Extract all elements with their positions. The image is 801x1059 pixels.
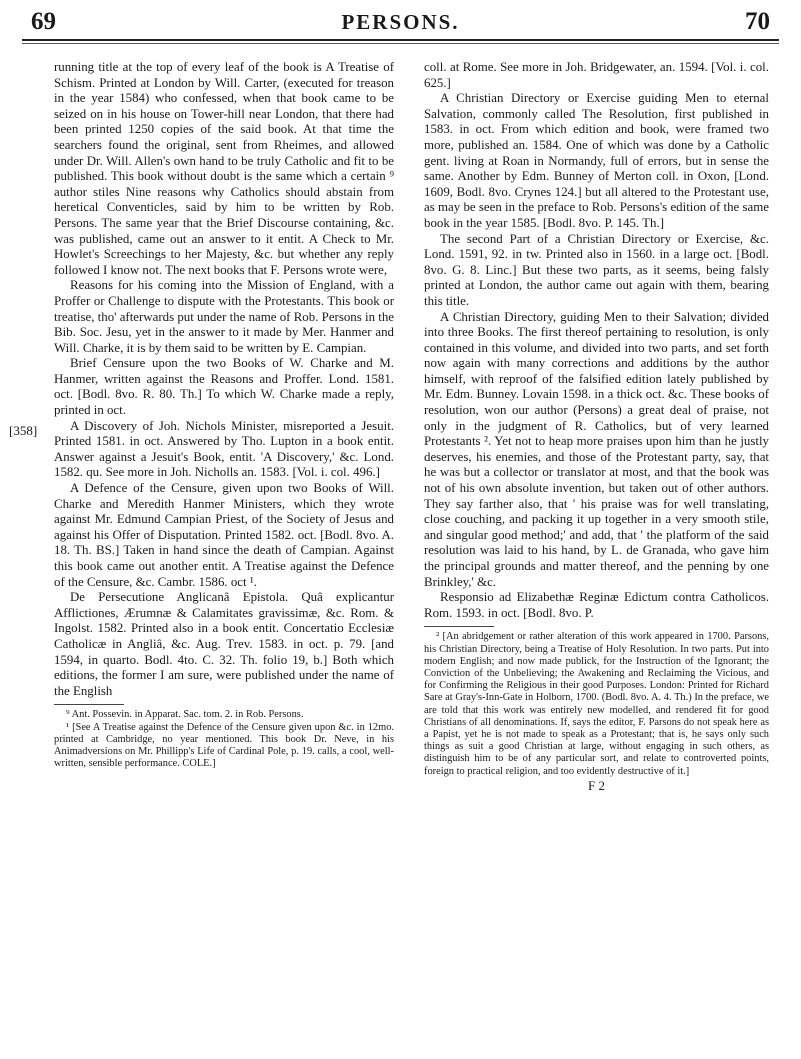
running-title: PERSONS.	[341, 10, 460, 34]
paragraph: The second Part of a Christian Directory or Exercise, &c. Lond. 1591, 92. in tw. Printed also in 1560. in a large oct. [Bodl. 8vo. G. 8. Linc.] But these two parts, as it seems, being falsly printed at London, the author came out again with them, bearing this title.	[424, 231, 769, 308]
footnote: ⁹ Ant. Possevin. in Apparat. Sac. tom. 2. in Rob. Persons.	[66, 709, 304, 721]
header-rule-thin	[22, 43, 779, 44]
right-column	[424, 60, 769, 793]
paragraph: Brief Censure upon the two Books of W. Charke and M. Hanmer, written against the Reasons and Proffer. Lond. 1581. oct. [Bodl. 8vo. R. 80. Th.] To which W. Charke made a reply, printed in oct.	[54, 356, 394, 418]
paragraph: running title at the top of every leaf of the book is A Treatise of Schism. Printed at London by Will. Carter, (executed for treason in the year 1584) who confessed, when that book came to be seized on in his house on Tower-hill near London, that there had been printed 1250 copies of the said book. At that time the searchers found the original, sent from Rheimes, and allowed under Dr. Will. Allen's own hand to be truly Catholic and fit to be published. This book without doubt is the same which a certain ⁹ author stiles Nine reasons why Catholics should abstain from heretical Conventicles, said by him to be written by Rob. Persons. The same year that the Brief Discourse containing, &c. was published, came out an answer to it entit. A Check to Mr. Howlet's Screechings to her Majesty, &c. but whether any reply followed I know not. The next books that F. Persons wrote were,	[54, 60, 394, 277]
paragraph: A Christian Directory, guiding Men to their Salvation; divided into three Books. The first thereof pertaining to resolution, is only contained in this volume, and divided into two parts, and set forth now again with many corrections and additions by the author himself, with reproof of the falsified edition lately published by Mr. Edm. Bunney. Lovain 1598. in a thick oct. &c. These books of resolution, won our author (Persons) a great deal of praise, not only in the judgment of R. Catholics, but of very learned Protestants ². Yet not to heap more praises upon him than he justly deserves, his enemies, and those of the Protestant party, say, that he was but a collector or translator at most, and that the book was not of his own absolute invention, but taken out of other authors. They say farther also, that ' his praise was for well translating, close couching, and packing it up together in a very smooth stile, and singular good method;' and add, that ' the platform of the said resolution was laid to his hand, by L. de Granada, who gave him the principal grounds and matter thereof, and the penning by one Brinkley,' &c.	[424, 309, 769, 589]
signature-mark: F 2	[588, 777, 605, 793]
footnote: ² [An abridgement or rather alteration of this work appeared in 1700. Parsons, his Christian Directory, being a Treatise of Holy Resolution. In two parts. Put into modern English; and now made publick, for the Instruction of the Ignorant; the Conviction of the Unbelieving; the Awakening and Reclaiming the Vicious, and for Confirming the Religious in their good Purposes. London: Printed for Richard Sare at Gray's-Inn-Gate in Holborn, 1700. (Bodl. 8vo. A. 4. Th.) In the preface, we are told that this work was entirely new modelled, and rendered fit for good Christians of all denominations. If, says the editor, F. Parsons do not speak here as a Papist, yet he is not made to speak as a Protestant; that is, he says only such things as suit a good Christian at large, without engaging in such others, as distinguish him to be of any particular sort, and relate to controverted points, foreign to practical religion, and too evidently destructive of it.]	[424, 631, 769, 777]
paragraph: De Persecutione Anglicanâ Epistola. Quâ explicantur Afflictiones, Ærumnæ & Calamitates gravissimæ, &c. Rom. & Ingolst. 1582. Printed also in a book entit. Concertatio Ecclesiæ Catholicæ in Angliâ, &c. Aug. Trev. 1583. in oct. p. 79. [and 1594, in quarto. Bodl. 4to. C. 32. Th. folio 19, b.] Both which editions, the former I am sure, were published under the name of the English	[54, 590, 394, 698]
paragraph: Reasons for his coming into the Mission of England, with a Proffer or Challenge to dispute with the Protestants. This book or treatise, tho' afterwards put under the name of Rob. Persons in the Bib. Soc. Jesu, yet in the answer to it made by Mer. Hanmer and Will. Charke, it is by them said to be written by E. Campian.	[54, 278, 394, 355]
paragraph: A Christian Directory or Exercise guiding Men to eternal Salvation, commonly called The Resolution, first published in 1583. in oct. From which edition and book, were framed two more, published an. 1584. One of which was done by a Catholic gent. living at Roan in Normandy, full of errors, but in sense the same. Another by Edm. Bunney of Merton coll. in Oxon, [Lond. 1609, Bodl. 8vo. Crynes 124.] but all altered to the Protestant use, as may be seen in the preface to Rob. Persons's edition of the same book in the year 1585. [Bodl. 8vo. P. 145. Th.]	[424, 91, 769, 230]
page-number-left: 69	[31, 8, 56, 35]
paragraph: Responsio ad Elizabethæ Reginæ Edictum contra Catholicos. Rom. 1593. in oct. [Bodl. 8vo. P.	[424, 590, 769, 620]
footnote: ¹ [See A Treatise against the Defence of the Censure given upon &c. in 12mo. printed at Cambridge, no year mentioned. This book Dr. Neve, in his Animadversions on Mr. Phillipp's Life of Cardinal Pole, p. 19. calls, a cool, well-written, sensible performance. COLE.]	[54, 721, 394, 770]
left-column	[54, 60, 394, 770]
footnote-rule	[424, 626, 494, 627]
margin-page-reference: [358]	[9, 423, 38, 438]
paragraph: coll. at Rome. See more in Joh. Bridgewater, an. 1594. [Vol. i. col. 625.]	[424, 60, 769, 90]
footnote-rule	[54, 704, 124, 705]
paragraph: A Defence of the Censure, given upon two Books of Will. Charke and Meredith Hanmer Ministers, which they wrote against Mr. Edmund Campian Priest, of the Society of Jesus and against his Offer of Disputation. Printed 1582. oct. [Bodl. 8vo. A. 18. Th. BS.] Taken in hand since the death of Campian. Against this book came out another entit. A Treatise against the Defence of the Censure, &c. Cambr. 1586. oct ¹.	[54, 481, 394, 589]
header-rule	[22, 39, 779, 41]
page-number-right: 70	[745, 8, 770, 35]
paragraph: A Discovery of Joh. Nichols Minister, misreported a Jesuit. Printed 1581. in oct. Answered by Tho. Lupton in a book entit. Answer against a Jesuit's Book, entit. 'A Discovery,' &c. Lond. 1582. qu. See more in Joh. Nicholls an. 1583. [Vol. i. col. 496.]	[54, 418, 394, 480]
running-header	[0, 0, 801, 50]
